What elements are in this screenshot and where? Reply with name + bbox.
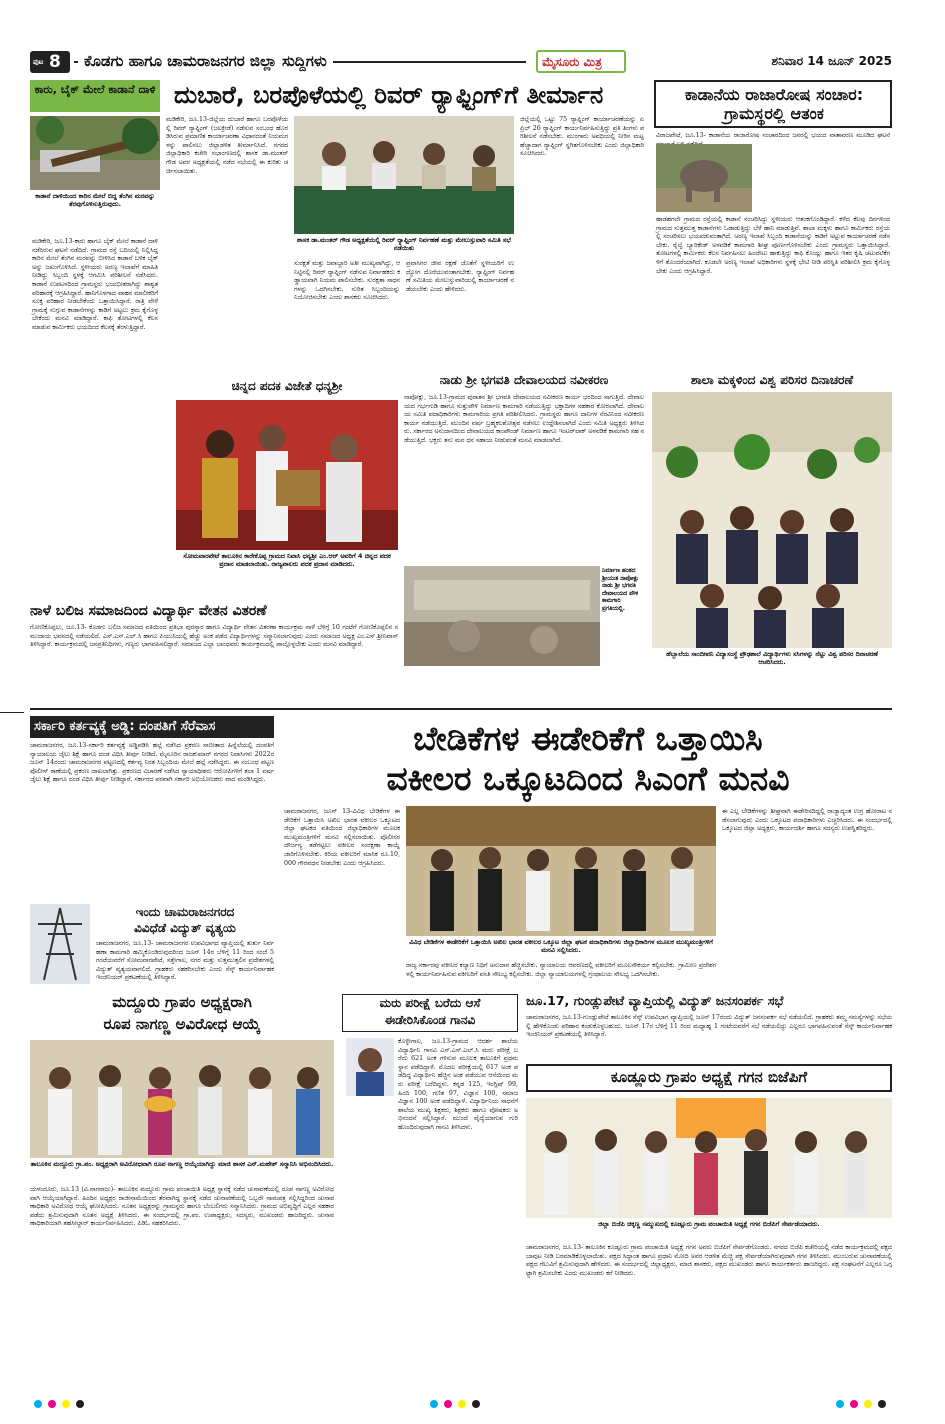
- article-power-cut: [30, 904, 274, 984]
- headline-line-1: ಬೇಡಿಕೆಗಳ ಈಡೇರಿಕೆಗೆ ಒತ್ತಾಯಿಸಿ: [413, 719, 763, 758]
- paper-name-badge: [536, 50, 626, 73]
- headline: ಕಾರು, ಬೈಕ್ ಮೇಲೆ ಕಾಡಾನೆ ದಾಳಿ: [34, 83, 156, 96]
- article-scholarship: [30, 604, 398, 696]
- headline: ದುಬಾರೆ, ಬರಪೊಳೆಯಲ್ಲಿ ರಿವರ್ ರ್‍ಯಾಫ್ಟಿಂಗ್‌ಗೆ ತೀರ್ಮಾನ: [174, 81, 604, 109]
- body: ನಾಪೋಕ್ಲು, ಜೂ.13-ಗ್ರಾಮದ ಪುರಾತನ ಶ್ರೀ ಭಗವತಿ ದೇವಾಲಯದ ನವೀಕರಣ ಕಾರ್ಯ ಭರದಿಂದ ಸಾಗುತ್ತಿದೆ. ದೇವಾಲಯದ ಗರ್ಭಗುಡಿ ಹಾಗೂ ಸುತ್ತುಪೌಳಿ ನಿರ್ಮಾಣ ಕಾಮಗಾರಿ ನಡೆಯುತ್ತಿದ್ದು ಭಕ್ತಾದಿಗಳ ಸಹಕಾರ ಕೋರಲಾಗಿದೆ. ದೇವಾಲಯ ಸಮಿತಿ ಪದಾಧಿಕಾರಿಗಳು ಕಾಮಗಾರಿಯ ಪ್ರಗತಿ ಪರಿಶೀಲಿಸಿದರು. ಗ್ರಾಮಸ್ಥರು ಹಾಗೂ ದಾನಿಗಳ ನೆರವಿನಿಂದ ನವೀಕರಣ ಕಾರ್ಯ ನಡೆಯುತ್ತಿದೆ. ಮುಂದಿನ ವರ್ಷ ಬ್ರಹ್ಮಕಲಶೋತ್ಸವ ನಡೆಸಲು ಉದ್ದೇಶಿಸಲಾಗಿದೆ ಎಂದು ಸಮಿತಿ ಅಧ್ಯಕ್ಷರು ತಿಳಿಸಿದರು. ಸರ್ಕಾರದ ಅನುದಾನದಿಂದ ದೇವಾಲಯದ ಕಾಂಪೌಂಡ್ ನಿರ್ಮಾಣ ಹಾಗೂ ಇಂಟರ್‌ಲಾಕ್ ಅಳವಡಿಕೆ ಕಾಮಗಾರಿ ಸಹ ನಡೆಯುತ್ತಿದೆ. ಭಕ್ತರು ತನು ಮನ ಧನ ಸಹಾಯ ನೀಡುವಂತೆ ಮನವಿ ಮಾಡಲಾಗಿದೆ.: [404, 394, 645, 444]
- headline-line-1: ಇಂದು ಚಾಮರಾಜನಗರದ: [135, 905, 235, 919]
- photo-bjp-joining-svg: [526, 1098, 892, 1218]
- article-lawyers: [284, 716, 892, 994]
- body: ಕೊಳ್ಳೇಗಾಲ, ಜೂ.13-ಗ್ರಾಮದ ಆದರ್ಶ ಶಾಲೆಯ ವಿದ್ಯಾರ್ಥಿನಿ ಗಾನವಿ ಎಸ್.ಎಸ್.ಎಲ್.ಸಿ ಮರು ಪರೀಕ್ಷೆ ಬರೆದು 621 ಅಂಕ ಗಳಿಸುವ ಮೂಲಕ ತಾಲೂಕಿಗೆ ಪ್ರಥಮ ಸ್ಥಾನ ಪಡೆದಿದ್ದಾಳೆ. ಮೊದಲ ಪರೀಕ್ಷೆಯಲ್ಲಿ 617 ಅಂಕ ಪಡೆದಿದ್ದ ವಿದ್ಯಾರ್ಥಿನಿ ಹೆಚ್ಚಿನ ಅಂಕ ಪಡೆಯುವ ಆಸೆಯಿಂದ ಮರು ಪರೀಕ್ಷೆ ಬರೆದಿದ್ದಳು. ಕನ್ನಡ 125, ಇಂಗ್ಲಿಷ್ 99, ಹಿಂದಿ 100, ಗಣಿತ 97, ವಿಜ್ಞಾನ 100, ಸಮಾಜ ವಿಜ್ಞಾನ 100 ಅಂಕ ಪಡೆದಿದ್ದಾಳೆ. ವಿದ್ಯಾರ್ಥಿನಿಯ ಸಾಧನೆಗೆ ಶಾಲೆಯ ಮುಖ್ಯ ಶಿಕ್ಷಕರು, ಶಿಕ್ಷಕರು ಹಾಗೂ ಪೋಷಕರು ಅಭಿನಂದನೆ ಸಲ್ಲಿಸಿದ್ದಾರೆ. ಮುಂದೆ ವೈದ್ಯೆಯಾಗುವ ಗುರಿ ಹೊಂದಿರುವುದಾಗಿ ಗಾನವಿ ತಿಳಿಸಿದಳು.: [398, 1038, 518, 1131]
- registration-mark-icon: [48, 1400, 56, 1408]
- registration-mark-icon: [836, 1400, 844, 1408]
- body: ಹಾಡಹಗಲೇ ಗ್ರಾಮದ ರಸ್ತೆಯಲ್ಲಿ ಕಾಡಾನೆ ಸಂಚರಿಸಿದ್ದು ಸ್ಥಳೀಯರು ಆತಂಕಗೊಂಡಿದ್ದಾರೆ. ಕಳೆದ ಕೆಲವು ದಿನಗಳಿಂದ ಗ್ರಾಮದ ಸುತ್ತಮುತ್ತ ಕಾಡಾನೆಗಳು ಓಡಾಡುತ್ತಿದ್ದು ಬೆಳೆ ಹಾನಿ ಮಾಡುತ್ತಿವೆ. ಶಾಲಾ ಮಕ್ಕಳು ಹಾಗೂ ಕಾರ್ಮಿಕರು ರಸ್ತೆಯಲ್ಲಿ ಸಂಚರಿಸಲು ಭಯಪಡುವಂತಾಗಿದೆ. ಅರಣ್ಯ ಇಲಾಖೆ ಸಿಬ್ಬಂದಿ ಕಾಡಾನೆಯನ್ನು ಕಾಡಿಗೆ ಅಟ್ಟುವ ಕಾರ್ಯಾಚರಣೆ ನಡೆಸಬೇಕು. ರೈಲ್ವೆ ಬ್ಯಾರಿಕೇಡ್ ಅಳವಡಿಕೆ ಕಾಮಗಾರಿ ಶೀಘ್ರ ಪೂರ್ಣಗೊಳಿಸಬೇಕು ಎಂದು ಗ್ರಾಮಸ್ಥರು ಒತ್ತಾಯಿಸಿದ್ದಾರೆ. ತೋಟಗಳಲ್ಲಿ ಕಾರ್ಮಿಕರು ಕೆಲಸ ನಿರ್ವಹಿಸಲು ಹಿಂದೇಟು ಹಾಕುತ್ತಿದ್ದು ಕಾಫಿ ಕೊಯ್ಲು ಹಾಗೂ ಇತರ ಕೃಷಿ ಚಟುವಟಿಕೆಗಳಿಗೆ ತೊಂದರೆಯಾಗಿದೆ. ಕೂಡಲೇ ಅರಣ್ಯ ಇಲಾಖೆ ಅಧಿಕಾರಿಗಳು ಸ್ಥಳಕ್ಕೆ ಭೇಟಿ ನೀಡಿ ಪರಿಸ್ಥಿತಿ ಪರಿಶೀಲಿಸಿ ಕ್ರಮ ಕೈಗೊಳ್ಳಬೇಕು ಎಂದು ಆಗ್ರಹಿಸಿದ್ದಾರೆ.: [656, 216, 890, 275]
- registration-mark-icon: [444, 1400, 452, 1408]
- headline: ಶಾಲಾ ಮಕ್ಕಳಿಂದ ವಿಶ್ವ ಪರಿಸರ ದಿನಾಚರಣೆ: [690, 373, 854, 387]
- registration-mark-icon: [458, 1400, 466, 1408]
- headline: ನಾಡು ಶ್ರೀ ಭಗವತಿ ದೇವಾಲಯದ ನವೀಕರಣ: [439, 373, 609, 387]
- registration-marks-center: [430, 1400, 510, 1410]
- photo-lawyers: [406, 806, 716, 936]
- caption: ವಿವಿಧ ಬೇಡಿಕೆಗಳ ಈಡೇರಿಕೆಗೆ ಒತ್ತಾಯಿಸಿ ಅಖಿಲ ಭಾರತ ವಕೀಲರ ಒಕ್ಕೂಟ ಜಿಲ್ಲಾ ಘಟಕ ಪದಾಧಿಕಾರಿಗಳು ಜಿಲ್ಲಾಧಿಕಾರಿಗಳ ಮೂಲಕ ಮುಖ್ಯಮಂತ್ರಿಗಳಿಗೆ ಮನವಿ ಸಲ್ಲಿಸಿದರು.: [409, 938, 713, 955]
- page-number-badge: [30, 51, 70, 73]
- body-col-1: ಮಡಿಕೇರಿ, ಜೂ.13-ಜಿಲ್ಲೆಯ ದುಬಾರೆ ಹಾಗೂ ಬರಪೊಳೆಯಲ್ಲಿ ರಿವರ್ ರ್‍ಯಾಫ್ಟಿಂಗ್ (ಜಲಕ್ರೀಡೆ) ನಡೆಸುವ ಸಂಬಂಧ ಹೊರಡಿಸಿರುವ ಪ್ರಮಾಣಿತ ಕಾರ್ಯಾಚರಣಾ ವಿಧಾನದಂತೆ ನಿಯಮಗಳನ್ನು ಪಾಲಿಸಲು ಜಿಲ್ಲಾಡಳಿತ ತೀರ್ಮಾನಿಸಿದೆ. ನಗರದ ಜಿಲ್ಲಾಧಿಕಾರಿ ಕಚೇರಿ ಸಭಾಂಗಣದಲ್ಲಿ ಶಾಸಕ ಡಾ.ಮಂತರ್ ಗೌಡ ಅವರ ಅಧ್ಯಕ್ಷತೆಯಲ್ಲಿ ನಡೆದ ಸಭೆಯಲ್ಲಿ ಈ ಕುರಿತು ಚರ್ಚಿಸಲಾಯಿತು.: [166, 116, 288, 175]
- body: ಚಾಮರಾಜನಗರ, ಜೂ.13- ತಾಲೂಕಿನ ಕೂಡ್ಲೂರು ಗ್ರಾಮ ಪಂಚಾಯಿತಿ ಅಧ್ಯಕ್ಷೆ ಗಗನ ಅವರು ಬಿಜೆಪಿಗೆ ಸೇರ್ಪಡೆಗೊಂಡರು. ನಗರದ ಬಿಜೆಪಿ ಕಚೇರಿಯಲ್ಲಿ ನಡೆದ ಕಾರ್ಯಕ್ರಮದಲ್ಲಿ ಪಕ್ಷದ ಬಾವುಟ ನೀಡಿ ಬರಮಾಡಿಕೊಳ್ಳಲಾಯಿತು. ಪಕ್ಷದ ಸಿದ್ಧಾಂತ ಹಾಗೂ ಪ್ರಧಾನಿ ಮೋದಿ ಅವರ ಆಡಳಿತ ಮೆಚ್ಚಿ ಪಕ್ಷ ಸೇರ್ಪಡೆಯಾಗಿರುವುದಾಗಿ ಗಗನ ತಿಳಿಸಿದರು. ಮುಂಬರುವ ಚುನಾವಣೆಯಲ್ಲಿ ಪಕ್ಷದ ಗೆಲುವಿಗೆ ಶ್ರಮಿಸುವುದಾಗಿ ಹೇಳಿದರು. ಈ ಸಂದರ್ಭದಲ್ಲಿ ಜಿಲ್ಲಾಧ್ಯಕ್ಷರು, ಮಾಜಿ ಶಾಸಕರು, ಪಕ್ಷದ ಮುಖಂಡರು ಹಾಗೂ ಕಾರ್ಯಕರ್ತರು ಹಾಜರಿದ್ದರು. ಪಕ್ಷ ಸಂಘಟನೆಗೆ ಎಲ್ಲರೂ ಒಗ್ಗಟ್ಟಾಗಿ ಶ್ರಮಿಸಬೇಕು ಎಂದು ಮುಖಂಡರು ಕರೆ ನೀಡಿದರು.: [526, 1244, 892, 1277]
- photo-medal: [176, 400, 398, 550]
- photo-meeting-svg: [294, 116, 514, 234]
- photo-students-svg: [652, 392, 892, 648]
- photo-temple: [404, 566, 600, 666]
- body-col-3: ಪ್ರವಾಸಿಗರ ಜೀವ ರಕ್ಷಣೆ ಜೊತೆಗೆ ಸ್ಥಳೀಯರಿಗೆ ಉದ್ಯೋಗ ದೊರೆಯುವಂತಾಗಬೇಕು. ರ್‍ಯಾಫ್ಟಿಂಗ್ ನಿರ್ವಹಣೆ ಸಮಿತಿಯ ಮೇಲುಸ್ತುವಾರಿಯಲ್ಲಿ ಕಾರ್ಯಾಚರಣೆ ನಡೆಯಬೇಕು ಎಂದು ಹೇಳಿದರು.: [406, 260, 514, 293]
- article-temple: [404, 372, 644, 668]
- masthead: [30, 50, 892, 74]
- caption: ಸೋಮವಾರಪೇಟೆ ತಾಲೂಕಿನ ಕಾರೇಕೊಪ್ಪ ಗ್ರಾಮದ ನಿವಾಸಿ ಧನ್ಯಶ್ರೀ ಎಂ.ಆರ್ ಅವರಿಗೆ 4 ಚಿನ್ನದ ಪದಕ ಪ್ರದಾನ ಮಾಡಲಾಯಿತು. ರಾಜ್ಯಪಾಲರು ಪದಕ ಪ್ರದಾನ ಮಾಡಿದರು.: [183, 552, 391, 569]
- headline-line-1: ಮರು ಪರೀಕ್ಷೆ ಬರೆದು ಆಸೆ: [379, 996, 481, 1010]
- registration-mark-icon: [864, 1400, 872, 1408]
- photo-medal-svg: [176, 400, 398, 550]
- photo-student: [346, 1038, 394, 1096]
- article-elephant-car: [30, 80, 160, 670]
- photo-power-tower: [30, 904, 90, 984]
- power-tower-icon: [30, 904, 90, 984]
- body: ಗೋಣಿಕೊಪ್ಪಲು, ಜೂ.13- ಕೊಡಗು ಬಲಿಜ ಸಮಾಜದ ವತಿಯಿಂದ ಪ್ರತಿಭಾ ಪುರಸ್ಕಾರ ಹಾಗೂ ವಿದ್ಯಾರ್ಥಿ ವೇತನ ವಿತರಣಾ ಕಾರ್ಯಕ್ರಮ ನಾಳೆ ಬೆಳಿಗ್ಗೆ 10 ಗಂಟೆಗೆ ಗೋಣಿಕೊಪ್ಪಲಿನ ಸಮುದಾಯ ಭವನದಲ್ಲಿ ನಡೆಯಲಿದೆ. ಎಸ್.ಎಸ್.ಎಲ್.ಸಿ ಹಾಗೂ ಪಿಯುಸಿಯಲ್ಲಿ ಹೆಚ್ಚು ಅಂಕ ಪಡೆದ ವಿದ್ಯಾರ್ಥಿಗಳನ್ನು ಸನ್ಮಾನಿಸಲಾಗುವುದು ಎಂದು ಸಮಾಜದ ಅಧ್ಯಕ್ಷ ಎಂ.ಎಸ್.ಶ್ರೀನಿವಾಸ್ ತಿಳಿಸಿದ್ದಾರೆ. ಕಾರ್ಯಕ್ರಮದಲ್ಲಿ ಜನಪ್ರತಿನಿಧಿಗಳು, ಗಣ್ಯರು ಭಾಗವಹಿಸಲಿದ್ದಾರೆ. ಸಮಾಜದ ಎಲ್ಲಾ ಬಾಂಧವರು ಕಾರ್ಯಕ್ರಮದಲ್ಲಿ ಪಾಲ್ಗೊಳ್ಳಬೇಕು ಎಂದು ಮನವಿ ಮಾಡಿದ್ದಾರೆ.: [30, 624, 398, 649]
- article-couple-jail: [30, 716, 274, 896]
- body-col-2: ಸುರಕ್ಷತೆ ಮತ್ತು ಜವಾಬ್ದಾರಿ ಅತೀ ಮುಖ್ಯವಾಗಿದ್ದು, ಆ ನಿಟ್ಟಿನಲ್ಲಿ ರಿವರ್ ರ್‍ಯಾಫ್ಟಿಂಗ್ ನಡೆಸುವ ನಿರ್ವಾಹಕರು ಕಡ್ಡಾಯವಾಗಿ ನಿಯಮ ಪಾಲಿಸಬೇಕು. ಸುರಕ್ಷತಾ ಸಾಧನಗಳನ್ನು ಒದಗಿಸಬೇಕು. ನುರಿತ ಸಿಬ್ಬಂದಿಯನ್ನು ನಿಯೋಜಿಸಬೇಕು ಎಂದು ಶಾಸಕರು ಸೂಚಿಸಿದರು.: [294, 260, 400, 302]
- registration-mark-icon: [430, 1400, 438, 1408]
- margin-mark: [0, 712, 24, 713]
- section-title: ಕೊಡಗು ಹಾಗೂ ಚಾಮರಾಜನಗರ ಜಿಲ್ಲಾ ಸುದ್ದಿಗಳು: [78, 53, 333, 70]
- body-col-4: ಜಿಲ್ಲೆಯಲ್ಲಿ ಒಟ್ಟು 75 ರ್‍ಯಾಫ್ಟಿಂಗ್ ಕಾರ್ಯಾಚರಣೆಯನ್ನು ಏಪ್ರಿಲ್ 26 ರ್‍ಯಾಫ್ಟಿಂಗ್ ಕಾರ್ಯನಿರ್ವಹಿಸುತ್ತಿದ್ದು ಪ್ರತಿ ತಿಂಗಳು ಪರಿಶೀಲನೆ ನಡೆಸಬೇಕು. ಮುಂಗಾರು ಅವಧಿಯಲ್ಲಿ ನೀರಿನ ಮಟ್ಟ ಹೆಚ್ಚಾದಾಗ ರ್‍ಯಾಫ್ಟಿಂಗ್ ಸ್ಥಗಿತಗೊಳಿಸಬೇಕು ಎಂದು ಜಿಲ್ಲಾಧಿಕಾರಿ ಸೂಚಿಸಿದರು.: [520, 116, 644, 158]
- registration-marks-left: [34, 1400, 114, 1410]
- photo-lawyers-svg: [406, 806, 716, 936]
- article-elephant-fear: [654, 80, 892, 370]
- headline: ಕೂಡ್ಲೂರು ಗ್ರಾಪಂ ಅಧ್ಯಕ್ಷೆ ಗಗನ ಬಿಜೆಪಿಗೆ: [610, 1068, 808, 1086]
- headline-line-1: ಮದ್ದೂರು ಗ್ರಾಪಂ ಅಧ್ಯಕ್ಷರಾಗಿ: [112, 993, 252, 1011]
- page-label: ಪುಟ: [33, 58, 44, 66]
- body-col-3: ಈ ಎಲ್ಲ ಬೇಡಿಕೆಗಳನ್ನು ಶೀಘ್ರವಾಗಿ ಈಡೇರಿಸದಿದ್ದಲ್ಲಿ ರಾಜ್ಯಾದ್ಯಂತ ಉಗ್ರ ಹೋರಾಟ ನಡೆಸಲಾಗುವುದು ಎಂದು ಒಕ್ಕೂಟದ ಪದಾಧಿಕಾರಿಗಳು ಎಚ್ಚರಿಸಿದರು. ಈ ಸಂದರ್ಭದಲ್ಲಿ ಒಕ್ಕೂಟದ ಜಿಲ್ಲಾ ಅಧ್ಯಕ್ಷರು, ಕಾರ್ಯದರ್ಶಿ ಹಾಗೂ ಸದಸ್ಯರು ಉಪಸ್ಥಿತರಿದ್ದರು.: [722, 808, 892, 833]
- photo-elephant-svg: [656, 144, 752, 212]
- headline: ಚಿನ್ನದ ಪದಕ ವಿಜೇತೆ ಧನ್ಯಶ್ರೀ: [231, 379, 343, 393]
- registration-marks-right: [836, 1400, 896, 1410]
- photo-garlanding: [30, 1040, 334, 1158]
- caption: ತಾಲೂಕಿನ ಮದ್ದೂರು ಗ್ರಾ.ಪಂ. ಅಧ್ಯಕ್ಷರಾಗಿ ಅವಿರೋಧವಾಗಿ ರೂಪ ನಾಗಣ್ಣ ಆಯ್ಕೆಯಾಗಿದ್ದು ಮಾಜಿ ಶಾಸಕ ಎನ್.ಮಹೇಶ್ ಸನ್ಮಾನಿಸಿ ಅಭಿನಂದಿಸಿದರು.: [30, 1160, 334, 1168]
- paper-name: ಮೈಸೂರು ಮಿತ್ರ: [542, 55, 602, 69]
- registration-mark-icon: [878, 1400, 886, 1408]
- photo-bjp-joining: [526, 1098, 892, 1218]
- caption: ಜಿಲ್ಲಾ ಬಿಜೆಪಿ ಚಿಕ್ಕಣ್ಣ ಸಮ್ಮುಖದಲ್ಲಿ ಕೂಡ್ಲೂರು ಗ್ರಾಮ ಪಂಚಾಯಿತಿ ಅಧ್ಯಕ್ಷೆ ಗಗನ ಬಿಜೆಪಿಗೆ ಸೇರ್ಪಡೆಯಾದರು.: [598, 1220, 820, 1228]
- article-exam-student: [342, 994, 518, 1388]
- body: ಚಾಮರಾಜನಗರ, ಜೂ.13- ಚಾಮರಾಜನಗರ ಉಪವಿಭಾಗದ ವ್ಯಾಪ್ತಿಯಲ್ಲಿ ತುರ್ತು ನಿರ್ವಹಣಾ ಕಾಮಗಾರಿ ಹಮ್ಮಿಕೊಂಡಿರುವುದರಿಂದ ಜೂನ್ 14ರ ಬೆಳಿಗ್ಗೆ 11 ರಿಂದ ಸಂಜೆ 5 ಗಂಟೆಯವರೆಗೆ ಸೋಮವಾರಪೇಟೆ, ಸತ್ತೇಗಾಲ, ನಗರ ಮತ್ತು ಸುತ್ತಮುತ್ತಲಿನ ಪ್ರದೇಶಗಳಲ್ಲಿ ವಿದ್ಯುತ್ ವ್ಯತ್ಯಯವಾಗಲಿದೆ. ಗ್ರಾಹಕರು ಸಹಕರಿಸಬೇಕು ಎಂದು ಸೆಸ್ಕ್ ಕಾರ್ಯನಿರ್ವಾಹಕ ಇಂಜಿನಿಯರ್ ಪ್ರಕಟಣೆಯಲ್ಲಿ ತಿಳಿಸಿದ್ದಾರೆ.: [96, 940, 274, 982]
- headline-line-2: ಈಡೇರಿಸಿಕೊಂಡ ಗಾನವಿ: [384, 1013, 476, 1027]
- photo-meeting: [294, 116, 514, 234]
- article-rafting: [166, 80, 644, 370]
- photo-garlanding-svg: [30, 1040, 334, 1158]
- headline: ನಾಳೆ ಬಲಿಜ ಸಮಾಜದಿಂದ ವಿದ್ಯಾರ್ಥಿ ವೇತನ ವಿತರಣೆ: [30, 603, 267, 619]
- horizontal-divider: [30, 708, 892, 710]
- article-maddur: [30, 994, 334, 1388]
- registration-mark-icon: [850, 1400, 858, 1408]
- photo-fallen-tree-svg: [30, 116, 160, 190]
- dateline: ವಿರಾಜಪೇಟೆ, ಜೂ.13- ಕಾಡಾನೆಯ ರಾಜಾರೋಷ ಸಂಚಾರದಿಂದ ಜನರಲ್ಲಿ ಭಯದ ವಾತಾವರಣ ಮೂಡಿದ ಘಟನೆ: [656, 132, 890, 139]
- body-col-2: ರಾಜ್ಯ ಸರ್ಕಾರವು ವಕೀಲರ ಕಲ್ಯಾಣ ನಿಧಿಗೆ ಅನುದಾನ ಹೆಚ್ಚಿಸಬೇಕು. ನ್ಯಾಯಾಲಯ ಆವರಣದಲ್ಲಿ ವಕೀಲರಿಗೆ ಮೂಲಸೌಕರ್ಯ ಕಲ್ಪಿಸಬೇಕು. ಗ್ರಾಮೀಣ ಪ್ರದೇಶಗಳಲ್ಲಿ ಕಾರ್ಯನಿರ್ವಹಿಸುವ ವಕೀಲರಿಗೆ ವಸತಿ ಸೌಲಭ್ಯ ಕಲ್ಪಿಸಬೇಕು. ಜಿಲ್ಲಾ ನ್ಯಾಯಾಲಯಗಳಲ್ಲಿ ಗ್ರಂಥಾಲಯ ಸೌಲಭ್ಯ ಒದಗಿಸಬೇಕು.: [406, 962, 716, 978]
- body: ಚಾಮರಾಜನಗರ, ಜೂ.13-ಗುಂಡ್ಲುಪೇಟೆ ತಾಲೂಕಿನ ಸೆಸ್ಕ್ ಉಪವಿಭಾಗ ವ್ಯಾಪ್ತಿಯಲ್ಲಿ ಜೂನ್ 17ರಂದು ವಿದ್ಯುತ್ ಜನಸಂಪರ್ಕ ಸಭೆ ನಡೆಯಲಿದೆ. ಗ್ರಾಹಕರು ತಮ್ಮ ಸಮಸ್ಯೆಗಳನ್ನು ಸಭೆಯಲ್ಲಿ ಹೇಳಿಕೊಂಡು ಪರಿಹಾರ ಕಂಡುಕೊಳ್ಳಬಹುದು. ಜೂನ್ 17ರ ಬೆಳಿಗ್ಗೆ 11 ರಿಂದ ಮಧ್ಯಾಹ್ನ 1 ಗಂಟೆಯವರೆಗೆ ಸಭೆ ನಡೆಯಲಿದ್ದು ಎಲ್ಲರೂ ಭಾಗವಹಿಸುವಂತೆ ಸೆಸ್ಕ್ ಕಾರ್ಯನಿರ್ವಾಹಕ ಇಂಜಿನಿಯರ್ ಪ್ರಕಟಣೆಯಲ್ಲಿ ತಿಳಿಸಿದ್ದಾರೆ.: [526, 1014, 892, 1039]
- registration-mark-icon: [62, 1400, 70, 1408]
- body-col-1: ಚಾಮರಾಜನಗರ, ಜೂನ್ 13-ವಿವಿಧ ಬೇಡಿಕೆಗಳ ಈಡೇರಿಕೆಗೆ ಒತ್ತಾಯಿಸಿ ಅಖಿಲ ಭಾರತ ವಕೀಲರ ಒಕ್ಕೂಟದ ಜಿಲ್ಲಾ ಘಟಕದ ವತಿಯಿಂದ ಜಿಲ್ಲಾಧಿಕಾರಿಗಳ ಮೂಲಕ ಮುಖ್ಯಮಂತ್ರಿಗಳಿಗೆ ಮನವಿ ಸಲ್ಲಿಸಲಾಯಿತು. ಪೊಲೀಸರ ದೌರ್ಜನ್ಯ ತಡೆಗಟ್ಟಲು ವಕೀಲರ ಸಂರಕ್ಷಣಾ ಕಾಯ್ದೆ ಜಾರಿಗೊಳಿಸಬೇಕು. ಕಿರಿಯ ವಕೀಲರಿಗೆ ಮಾಸಿಕ ರೂ.10,000 ಗೌರವಧನ ನೀಡಬೇಕು ಎಂದು ಆಗ್ರಹಿಸಿದರು.: [284, 808, 400, 867]
- photo-students: [652, 392, 892, 648]
- photo-elephant: [656, 144, 752, 212]
- caption: ಕಾಡಾನೆ ದಾಳಿಯಿಂದ ಕಾರಿನ ಮೇಲೆ ಬಿದ್ದ ತೆಂಗಿನ ಮರವನ್ನು ತೆರವುಗೊಳಿಸುತ್ತಿರುವುದು.: [35, 192, 155, 209]
- photo-temple-svg: [404, 566, 600, 666]
- headline: ಸರ್ಕಾರಿ ಕರ್ತವ್ಯಕ್ಕೆ ಅಡ್ಡಿ: ದಂಪತಿಗೆ ಸೆರೆವಾಸ: [34, 719, 216, 734]
- issue-date: ಶನಿವಾರ 14 ಜೂನ್ 2025: [771, 54, 892, 68]
- body: ಚಾಮರಾಜನಗರ, ಜೂ.13-ಸರ್ಕಾರಿ ಕರ್ತವ್ಯಕ್ಕೆ ಅಡ್ಡಿಪಡಿಸಿ ಹಲ್ಲೆ ನಡೆಸಿದ ಪ್ರಕರಣ ಸಾಬೀತಾದ ಹಿನ್ನೆಲೆಯಲ್ಲಿ ದಂಪತಿಗೆ ನ್ಯಾಯಾಲಯ ಜೈಲು ಶಿಕ್ಷೆ ಹಾಗೂ ದಂಡ ವಿಧಿಸಿ ತೀರ್ಪು ನೀಡಿದೆ. ಮೈಸೂರಿನ ರಾಜಕುಮಾರ್ ನಗರದ ನಿವಾಸಿಗಳು 2022ರ ಜೂನ್ 14ರಂದು ಚಾಮರಾಜನಗರ ಪಟ್ಟಣದಲ್ಲಿ ಕರ್ತವ್ಯ ನಿರತ ಸಿಬ್ಬಂದಿಯ ಮೇಲೆ ಹಲ್ಲೆ ನಡೆಸಿದ್ದರು. ಈ ಸಂಬಂಧ ಪಟ್ಟಣ ಪೊಲೀಸ್ ಠಾಣೆಯಲ್ಲಿ ಪ್ರಕರಣ ದಾಖಲಾಗಿತ್ತು. ಪ್ರಕರಣದ ವಿಚಾರಣೆ ನಡೆಸಿದ ನ್ಯಾಯಾಧೀಶರು ಆರೋಪಿಗಳಿಗೆ ತಲಾ 1 ವರ್ಷ ಜೈಲು ಶಿಕ್ಷೆ ಹಾಗೂ ದಂಡ ವಿಧಿಸಿ ತೀರ್ಪು ನೀಡಿದ್ದಾರೆ. ಸರ್ಕಾರದ ಪರವಾಗಿ ಸರ್ಕಾರಿ ಅಭಿಯೋಜಕರು ವಾದ ಮಂಡಿಸಿದ್ದರು.: [30, 742, 274, 784]
- caption: ಹೆಬ್ಬಾಲೆಯ ಸಾಂದೀಪನಿ ವಿದ್ಯಾಸಂಸ್ಥೆ ಪ್ರೌಢಶಾಲೆ ವಿದ್ಯಾರ್ಥಿಗಳು ಸಸಿಗಳನ್ನು ನೆಟ್ಟು ವಿಶ್ವ ಪರಿಸರ ದಿನಾಚರಣೆ ಆಚರಿಸಿದರು.: [666, 650, 878, 667]
- photo-fallen-tree: [30, 116, 160, 190]
- headline-line-2: ವಿವಿಧೆಡೆ ವಿದ್ಯುತ್ ವ್ಯತ್ಯಯ: [134, 921, 236, 935]
- article-power-meeting: [526, 994, 892, 1056]
- body: ಯಳಂದೂರು, ಜೂ.13 (ವಿ.ನಾಗರಾಜು)- ತಾಲೂಕಿನ ಮದ್ದೂರು ಗ್ರಾಮ ಪಂಚಾಯಿತಿ ಅಧ್ಯಕ್ಷ ಸ್ಥಾನಕ್ಕೆ ನಡೆದ ಚುನಾವಣೆಯಲ್ಲಿ ರೂಪ ನಾಗಣ್ಣ ಅವಿರೋಧವಾಗಿ ಆಯ್ಕೆಯಾಗಿದ್ದಾರೆ. ಹಿಂದಿನ ಅಧ್ಯಕ್ಷರ ರಾಜೀನಾಮೆಯಿಂದ ತೆರವಾಗಿದ್ದ ಸ್ಥಾನಕ್ಕೆ ನಡೆದ ಚುನಾವಣೆಯಲ್ಲಿ ಒಬ್ಬರೇ ನಾಮಪತ್ರ ಸಲ್ಲಿಸಿದ್ದರಿಂದ ಚುನಾವಣಾಧಿಕಾರಿ ಅವಿರೋಧ ಆಯ್ಕೆ ಘೋಷಿಸಿದರು. ನೂತನ ಅಧ್ಯಕ್ಷರನ್ನು ಗ್ರಾಮಸ್ಥರು ಹಾಗೂ ಬೆಂಬಲಿಗರು ಸನ್ಮಾನಿಸಿದರು. ಗ್ರಾಮದ ಅಭಿವೃದ್ಧಿಗೆ ಎಲ್ಲರ ಸಹಕಾರ ಪಡೆದು ಶ್ರಮಿಸುವುದಾಗಿ ನೂತನ ಅಧ್ಯಕ್ಷೆ ತಿಳಿಸಿದರು. ಈ ಸಂದರ್ಭದಲ್ಲಿ ಗ್ರಾ.ಪಂ. ಉಪಾಧ್ಯಕ್ಷರು, ಸದಸ್ಯರು, ಮುಖಂಡರು ಹಾಜರಿದ್ದರು. ಚುನಾವಣಾಧಿಕಾರಿಯಾಗಿ ತಹಸೀಲ್ದಾರ್ ಕಾರ್ಯನಿರ್ವಹಿಸಿದರು. ಪಿಡಿಓ ಸಹಕರಿಸಿದರು.: [30, 1186, 334, 1228]
- photo-meeting-caption: ಶಾಸಕ ಡಾ.ಮಂತರ್ ಗೌಡ ಅಧ್ಯಕ್ಷತೆಯಲ್ಲಿ ರಿವರ್ ರ್‍ಯಾಫ್ಟಿಂಗ್ ನಿರ್ವಹಣೆ ಮತ್ತು ಮೇಲುಸ್ತುವಾರಿ ಸಮಿತಿ ಸಭೆ ನಡೆಯಿತು: [297, 236, 511, 253]
- article-koodluru: [526, 1064, 892, 1388]
- registration-mark-icon: [472, 1400, 480, 1408]
- article-environment-day: [652, 372, 892, 676]
- page-number: 8: [49, 52, 61, 72]
- article-gold-medal: [176, 380, 398, 594]
- headline: ಕಾಡಾನೆಯ ರಾಜಾರೋಷ ಸಂಚಾರ: ಗ್ರಾಮಸ್ಥರಲ್ಲಿ ಆತಂಕ: [684, 85, 864, 123]
- body: ಮಡಿಕೇರಿ, ಜೂ.13-ಕಾರು ಹಾಗೂ ಬೈಕ್ ಮೇಲೆ ಕಾಡಾನೆ ದಾಳಿ ನಡೆಸಿರುವ ಘಟನೆ ನಡೆದಿದೆ. ಗ್ರಾಮದ ರಸ್ತೆ ಬದಿಯಲ್ಲಿ ನಿಲ್ಲಿಸಿದ್ದ ಕಾರಿನ ಮೇಲೆ ತೆಂಗಿನ ಮರವನ್ನು ಬೀಳಿಸಿದ ಕಾಡಾನೆ ಬಳಿಕ ಬೈಕ್ ಅನ್ನು ಜಖಂಗೊಳಿಸಿದೆ. ಸ್ಥಳೀಯರು ಅರಣ್ಯ ಇಲಾಖೆಗೆ ಮಾಹಿತಿ ನೀಡಿದ್ದು ಸಿಬ್ಬಂದಿ ಸ್ಥಳಕ್ಕೆ ಆಗಮಿಸಿ ಪರಿಶೀಲನೆ ನಡೆಸಿದರು. ಕಾಡಾನೆ ಉಪಟಳದಿಂದ ಗ್ರಾಮಸ್ಥರು ಭಯಭೀತರಾಗಿದ್ದು ಶಾಶ್ವತ ಪರಿಹಾರಕ್ಕೆ ಆಗ್ರಹಿಸಿದ್ದಾರೆ. ಹಾನಿಗೊಳಗಾದ ವಾಹನ ಮಾಲೀಕರಿಗೆ ಸೂಕ್ತ ಪರಿಹಾರ ನೀಡಬೇಕೆಂದು ಒತ್ತಾಯಿಸಿದ್ದಾರೆ. ರಾತ್ರಿ ವೇಳೆ ಗ್ರಾಮಕ್ಕೆ ನುಗ್ಗುವ ಕಾಡಾನೆಗಳನ್ನು ಕಾಡಿಗೆ ಅಟ್ಟಲು ಕ್ರಮ ಕೈಗೊಳ್ಳಬೇಕೆಂದು ಮನವಿ ಮಾಡಿದ್ದಾರೆ. ಕಾಫಿ ತೋಟಗಳಲ್ಲಿ ಕೆಲಸ ಮಾಡುವ ಕಾರ್ಮಿಕರು ಭಯದಿಂದ ಕೆಲಸಕ್ಕೆ ತೆರಳುತ್ತಿದ್ದಾರೆ.: [32, 238, 158, 331]
- photo-student-svg: [346, 1038, 394, 1096]
- registration-mark-icon: [76, 1400, 84, 1408]
- headline-line-2: ವಕೀಲರ ಒಕ್ಕೂಟದಿಂದ ಸಿಎಂಗೆ ಮನವಿ: [386, 759, 790, 798]
- caption: ನಿರ್ಮಾಣ ಹಂತದ ಶ್ರೀಯುತ ನಾಪೋಕ್ಲು ನಾಡು ಶ್ರೀ ಭಗವತಿ ದೇವಾಲಯದ ಪೌಳಿ ಕಾಮಗಾರಿ ಪ್ರಗತಿಯಲ್ಲಿ.: [602, 568, 639, 612]
- headline-line-2: ರೂಪ ನಾಗಣ್ಣ ಅವಿರೋಧ ಆಯ್ಕೆ: [103, 1015, 261, 1033]
- registration-mark-icon: [34, 1400, 42, 1408]
- headline: ಜೂ.17, ಗುಂಡ್ಲುಪೇಟೆ ವ್ಯಾಪ್ತಿಯಲ್ಲಿ ವಿದ್ಯುತ್ ಜನಸಂಪರ್ಕ ಸಭೆ: [526, 993, 784, 1008]
